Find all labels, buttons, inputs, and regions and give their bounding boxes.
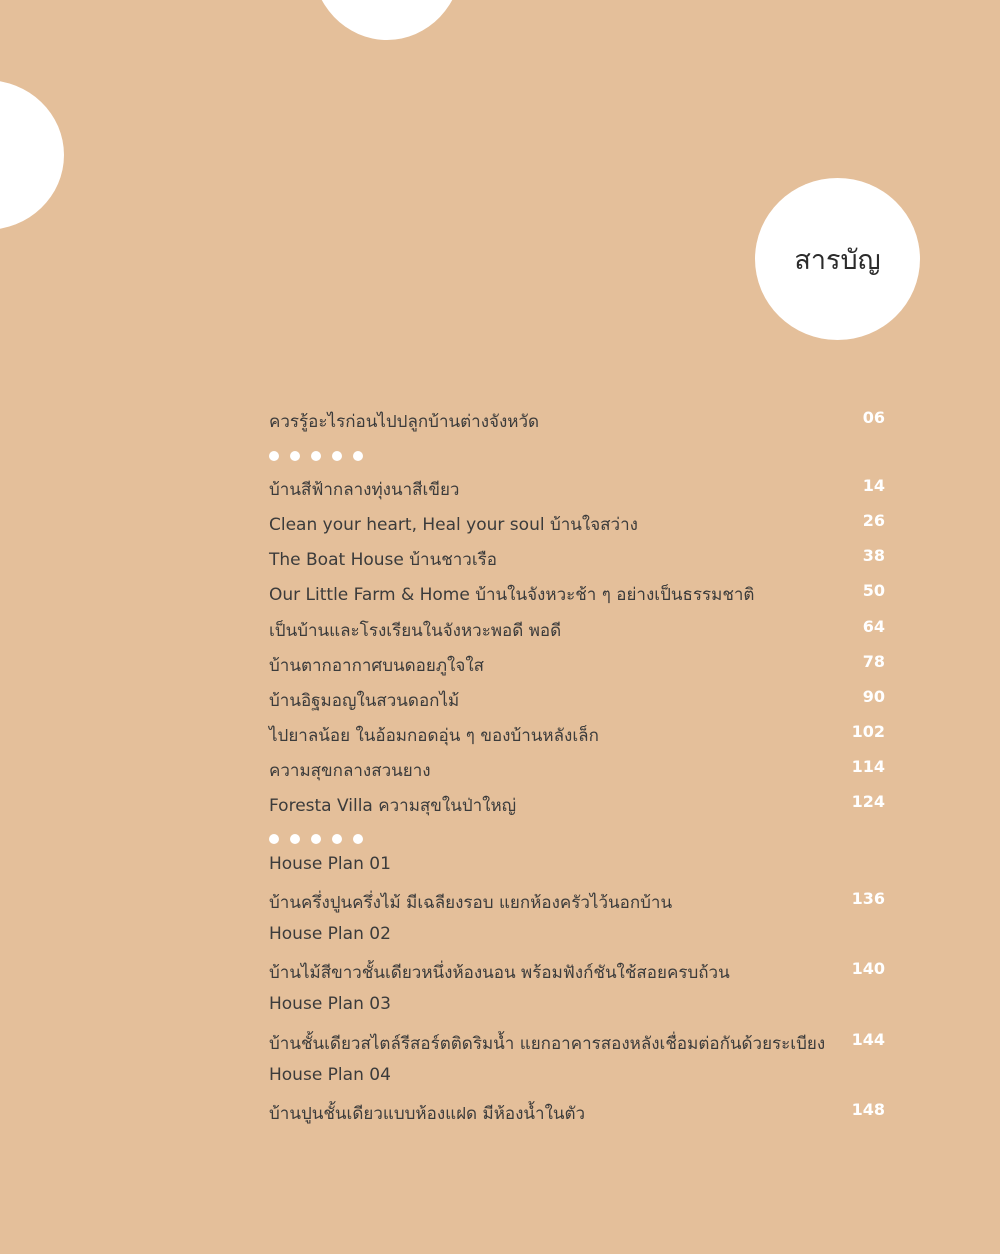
toc-entry-page: 90 [862,687,885,706]
toc-entry-text: Clean your heart, Heal your soul บ้านใจสว่าง [269,515,638,535]
toc-entry-text: บ้านครึ่งปูนครึ่งไม้ มีเฉลียงรอบ แยกห้องครัวไว้นอกบ้าน [269,893,673,913]
divider-dot [269,451,279,461]
toc-entry-text: House Plan 01 [269,854,391,874]
toc-entry-text: ไปยาลน้อย ในอ้อมกอดอุ่น ๆ ของบ้านหลังเล็ก [269,726,599,746]
divider-dot [332,451,342,461]
toc-entry-page: 148 [851,1100,885,1119]
toc-entry-text: บ้านชั้นเดียวสไตล์รีสอร์ตติดริมน้ำ แยกอาคารสองหลังเชื่อมต่อกันด้วยระเบียง [269,1034,826,1054]
decorative-circle-left [0,80,64,230]
toc-entry-page: 06 [862,408,885,427]
toc-entry-text: Foresta Villa ความสุขในป่าใหญ่ [269,796,517,816]
dot-divider [269,829,374,848]
toc-entry-page: 114 [851,757,885,776]
toc-entry-text: เป็นบ้านและโรงเรียนในจังหวะพอดี พอดี [269,621,562,641]
divider-dot [353,451,363,461]
toc-entry-page: 102 [851,722,885,741]
toc-entry-page: 38 [862,546,885,565]
divider-dot [290,834,300,844]
toc-entry-page: 78 [862,652,885,671]
toc-entry-text: บ้านไม้สีขาวชั้นเดียวหนึ่งห้องนอน พร้อมฟังก์ชันใช้สอยครบถ้วน [269,963,730,983]
toc-entry-page: 136 [851,889,885,908]
divider-dot [332,834,342,844]
toc-entry-page: 14 [862,476,885,495]
toc-entry-page: 26 [862,511,885,530]
toc-entry-text: บ้านอิฐมอญในสวนดอกไม้ [269,691,460,711]
divider-dot [269,834,279,844]
toc-entry-text: ความสุขกลางสวนยาง [269,761,431,781]
toc-entry-page: 144 [851,1030,885,1049]
toc-entry-page: 124 [851,792,885,811]
toc-entry-text: ควรรู้อะไรก่อนไปปลูกบ้านต่างจังหวัด [269,412,540,432]
decorative-circle-top [312,0,462,40]
toc-entry-page: 50 [862,581,885,600]
toc-entry-page: 64 [862,617,885,636]
toc-entry-text: บ้านตากอากาศบนดอยภูใจใส [269,656,484,676]
toc-entry-text: The Boat House บ้านชาวเรือ [269,550,497,570]
toc-entry-text: บ้านปูนชั้นเดียวแบบห้องแฝด มีห้องน้ำในตัว [269,1104,586,1124]
divider-dot [353,834,363,844]
toc-entry-text: House Plan 03 [269,994,391,1014]
page-title: สารบัญ [794,244,881,276]
toc-entry-text: House Plan 02 [269,924,391,944]
divider-dot [311,451,321,461]
dot-divider [269,446,374,465]
toc-entry-text: บ้านสีฟ้ากลางทุ่งนาสีเขียว [269,480,460,500]
divider-dot [311,834,321,844]
toc-entry-page: 140 [851,959,885,978]
divider-dot [290,451,300,461]
toc-entry-text: House Plan 04 [269,1065,391,1085]
toc-entry-text: Our Little Farm & Home บ้านในจังหวะช้า ๆ อย่างเป็นธรรมชาติ [269,585,755,605]
